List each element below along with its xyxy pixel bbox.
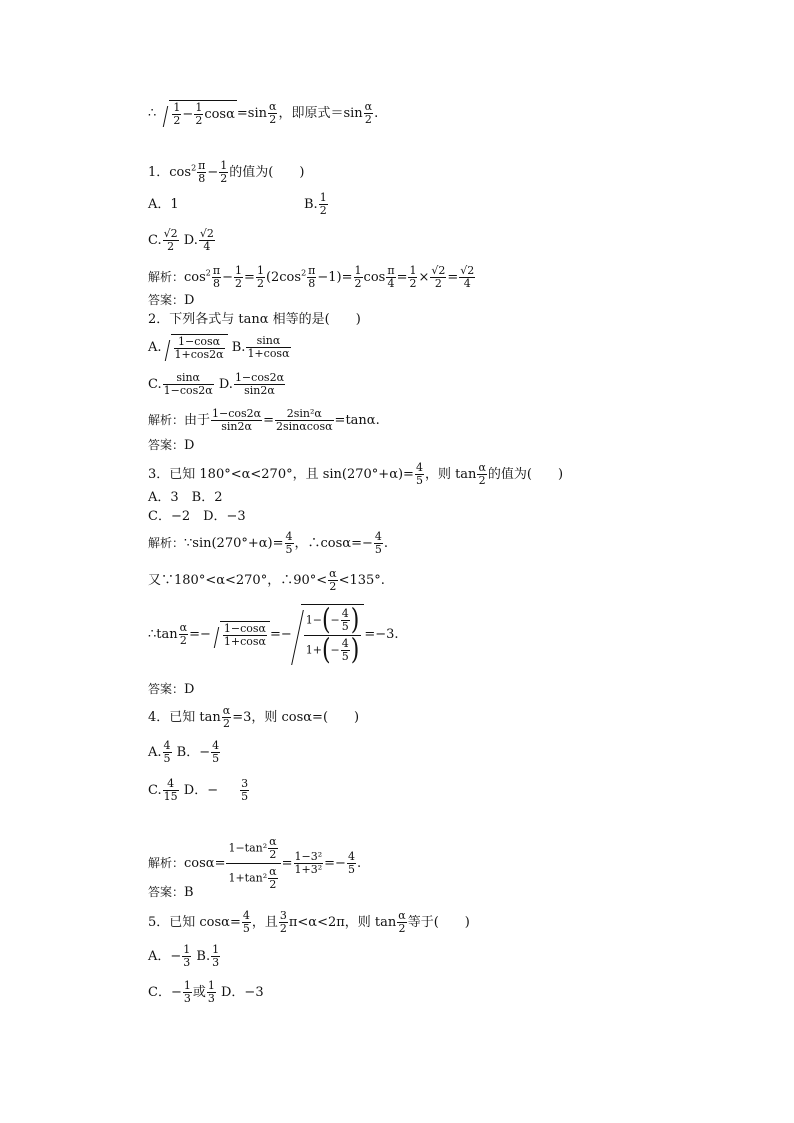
question-3-answer: 答案：D — [148, 682, 195, 697]
fraction: $\frac{1}{2}$ — [173, 101, 181, 127]
question-1-options-cd — [148, 228, 216, 253]
option-d: D．− $\frac{3}{5}$ — [183, 777, 249, 803]
option-a: A．1 — [148, 197, 179, 212]
option-b: B. $\frac{1}{2}$ — [304, 191, 327, 217]
option-d: D. $\frac{1-\cos 2\alpha}{\sin 2\alpha}$ — [218, 371, 285, 397]
option-a: A. $\frac{4}{5}$ — [148, 739, 171, 765]
question-3-options-ab: A．3 B．2 — [148, 490, 223, 505]
question-1-solution: 解析：$\cos^2$ $\frac{\pi}{8}$ − $\frac{1}{2}$ = $\frac{1}{2}$ ($2\cos^2$ $\frac{\pi}{8}$ −1)= $\frac{1}{2}$ cos $\frac{\pi}{4}$ = $\frac{1}{2}$ × $\frac{√2}{2}$ = $\frac{√2}{4}$ — [148, 264, 475, 290]
option-b: B. $\frac{\sin\alpha}{1+\cos\alpha}$ — [231, 334, 290, 360]
question-3-options-cd: C．−2 D．−3 — [148, 509, 246, 524]
question-4-options-ab — [148, 740, 221, 765]
answer-value: D — [184, 438, 195, 453]
option-d: D. $\frac{√2}{4}$ — [183, 227, 214, 253]
question-4-stem: 4．已知 tan $\frac{\alpha}{2}$ =3，则 cosα=( ) — [148, 704, 360, 730]
option-b: B．− $\frac{4}{5}$ — [176, 739, 220, 765]
question-2-solution: 解析：由于 $\frac{1-\cos 2\alpha}{\sin 2\alpha}$ = $\frac{\text{2sin²α}}{2\sin\alpha\cos\alpha}$ =tanα. — [148, 407, 380, 433]
answer-value: D — [184, 682, 195, 697]
question-4-solution: 解析：cosα= 1−tan² $\frac{\alpha}{2}$ 1+tan² $\frac{\alpha}{2}$ = $\frac{\text{1−3²}}{\text{1+3²}}$ =− $\frac{4}{5}$ . — [148, 835, 362, 891]
fraction: $\frac{\alpha}{2}$ — [364, 100, 373, 126]
question-5-stem: 5．已知 cosα= $\frac{4}{5}$ ，且 $\frac{3}{2}$ π<α<2π，则 tan $\frac{\alpha}{2}$ 等于( ) — [148, 909, 470, 935]
question-3-solution-line-2: 又∵180°<α<270°，∴90°< $\frac{\alpha}{2}$ <135°. — [148, 567, 385, 593]
solution-label: 解析： — [148, 270, 185, 284]
option-a: A. $\frac{1-\cos\alpha}{1+\cos 2\alpha}$ — [148, 340, 228, 355]
question-3-stem: 3．已知 180°<α<270°，且 sin(270°+α)= $\frac{4}{5}$ ，则 tan $\frac{\alpha}{2}$ 的值为( ) — [148, 461, 564, 487]
answer-value: B — [184, 885, 194, 900]
question-1-stem: 1．$\cos^2$ $\frac{\pi}{8}$ − $\frac{1}{2}$ 的值为( ) — [148, 159, 305, 185]
option-c: C. $\frac{4}{15}$ — [148, 777, 178, 803]
option-c: C．− $\frac{1}{3}$ 或 $\frac{1}{3}$ — [148, 979, 215, 1005]
question-5-options-ab — [148, 944, 221, 969]
option-c: C. $\frac{√2}{2}$ — [148, 227, 178, 253]
option-a: A．− $\frac{1}{3}$ — [148, 943, 191, 969]
nested-sqrt: 1−(− $\frac{4}{5}$ ) 1+(− $\frac{4}{5}$ ) — [292, 604, 365, 665]
answer-value: D — [184, 293, 195, 308]
option-b: B. $\frac{1}{3}$ — [196, 943, 220, 969]
fraction: $\frac{\alpha}{2}$ — [269, 100, 277, 126]
question-3-solution-line-1: 解析：∵sin(270°+α)= $\frac{4}{5}$ ，∴cosα=− $\frac{4}{5}$ . — [148, 530, 388, 556]
option-c: C. $\frac{\sin\alpha}{1-\cos 2\alpha}$ — [148, 371, 213, 397]
intro-conclusion-line: ∴ $\frac{1}{2}$ − $\frac{1}{2}$ cosα =sin $\frac{\alpha}{2}$ ，即原式＝sin $\frac{\alpha}{2}$ . — [148, 100, 379, 127]
question-2-options-ab — [148, 334, 292, 361]
question-5-options-cd — [148, 980, 264, 1005]
question-4-answer: 答案：B — [148, 885, 194, 900]
sqrt-expression: $\frac{1}{2}$ − $\frac{1}{2}$ cosα — [160, 100, 236, 127]
question-3-solution-line-3: ∴tan $\frac{\alpha}{2}$ =− $\frac{1-\cos\alpha}{1+\cos\alpha}$ =− 1−(− $\frac{4}{5}$ ) 1+(− $\frac{4}{5}$ ) =−3. — [148, 603, 399, 667]
question-2-answer: 答案：D — [148, 438, 195, 453]
question-2-stem: 2．下列各式与 tanα 相等的是( ) — [148, 312, 361, 327]
question-1-answer: 答案：D — [148, 293, 195, 308]
option-d: D．−3 — [221, 985, 264, 1000]
question-4-options-cd — [148, 778, 250, 803]
question-2-options-cd — [148, 372, 286, 397]
therefore-symbol: ∴ — [148, 106, 157, 121]
fraction: $\frac{1}{2}$ — [195, 101, 203, 127]
question-1-options-ab — [148, 192, 329, 217]
